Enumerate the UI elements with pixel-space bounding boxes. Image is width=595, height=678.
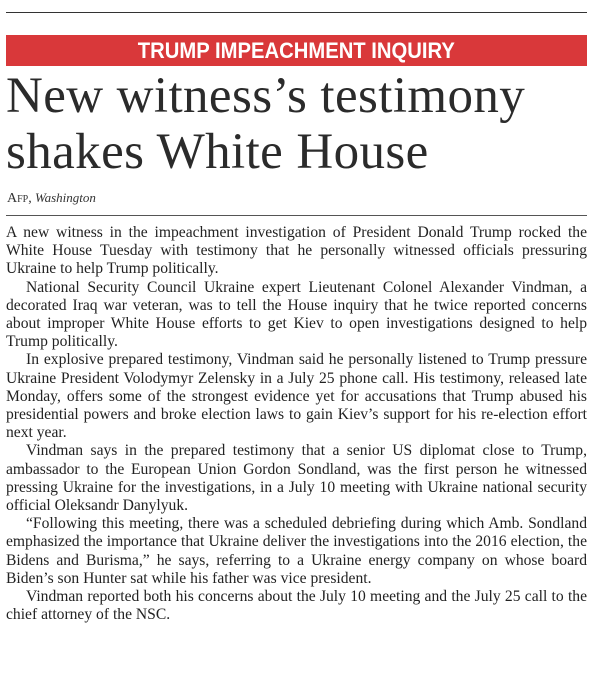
- byline: [7, 190, 96, 207]
- article-paragraph: In explosive prepared testimony, Vindman said he personally listened to Trump pressure Ukraine President Volodymyr Zelensky in a July 25 phone call. His testimony, released late Monday, offers some of the strongest evidence yet for accusations that Trump abused his presidential powers and broke election laws to gain Kiev’s support for his re-election effort next year.: [6, 351, 587, 442]
- top-rule: [6, 12, 587, 13]
- article-paragraph: Vindman says in the prepared testimony that a senior US diplomat close to Trump, ambassador to the European Union Gordon Sondland, was the first person he witnessed pressing Ukraine for the investigations, in a July 10 meeting with Ukraine national security official Oleksandr Danylyuk.: [6, 442, 587, 515]
- byline-agency: Afp,: [7, 191, 32, 206]
- section-kicker-banner: [6, 35, 587, 66]
- article-paragraph: A new witness in the impeachment investigation of President Donald Trump rocked the White House Tuesday with testimony that he personally witnessed officials pressuring Ukraine to help Trump politically.: [6, 224, 587, 278]
- headline: New witness’s testimony shakes White House: [6, 68, 526, 180]
- article-paragraph: Vindman reported both his concerns about the July 10 meeting and the July 25 call to the chief attorney of the NSC.: [6, 588, 587, 624]
- article-body: [6, 224, 587, 624]
- article-paragraph: National Security Council Ukraine expert Lieutenant Colonel Alexander Vindman, a decorated Iraq war veteran, was to tell the House inquiry that he twice reported concerns about improper White House efforts to get Kiev to open investigations designed to help Trump politically.: [6, 278, 587, 351]
- byline-divider: [6, 215, 587, 216]
- byline-location: Washington: [34, 190, 96, 205]
- section-kicker: TRUMP IMPEACHMENT INQUIRY: [137, 37, 456, 63]
- article-paragraph: “Following this meeting, there was a scheduled debriefing during which Amb. Sondland emphasized the importance that Ukraine deliver the investigations into the 2016 election, the Bidens and Burisma,” he says, referring to a Ukraine energy company on whose board Biden’s son Hunter sat while his father was vice president.: [6, 515, 587, 587]
